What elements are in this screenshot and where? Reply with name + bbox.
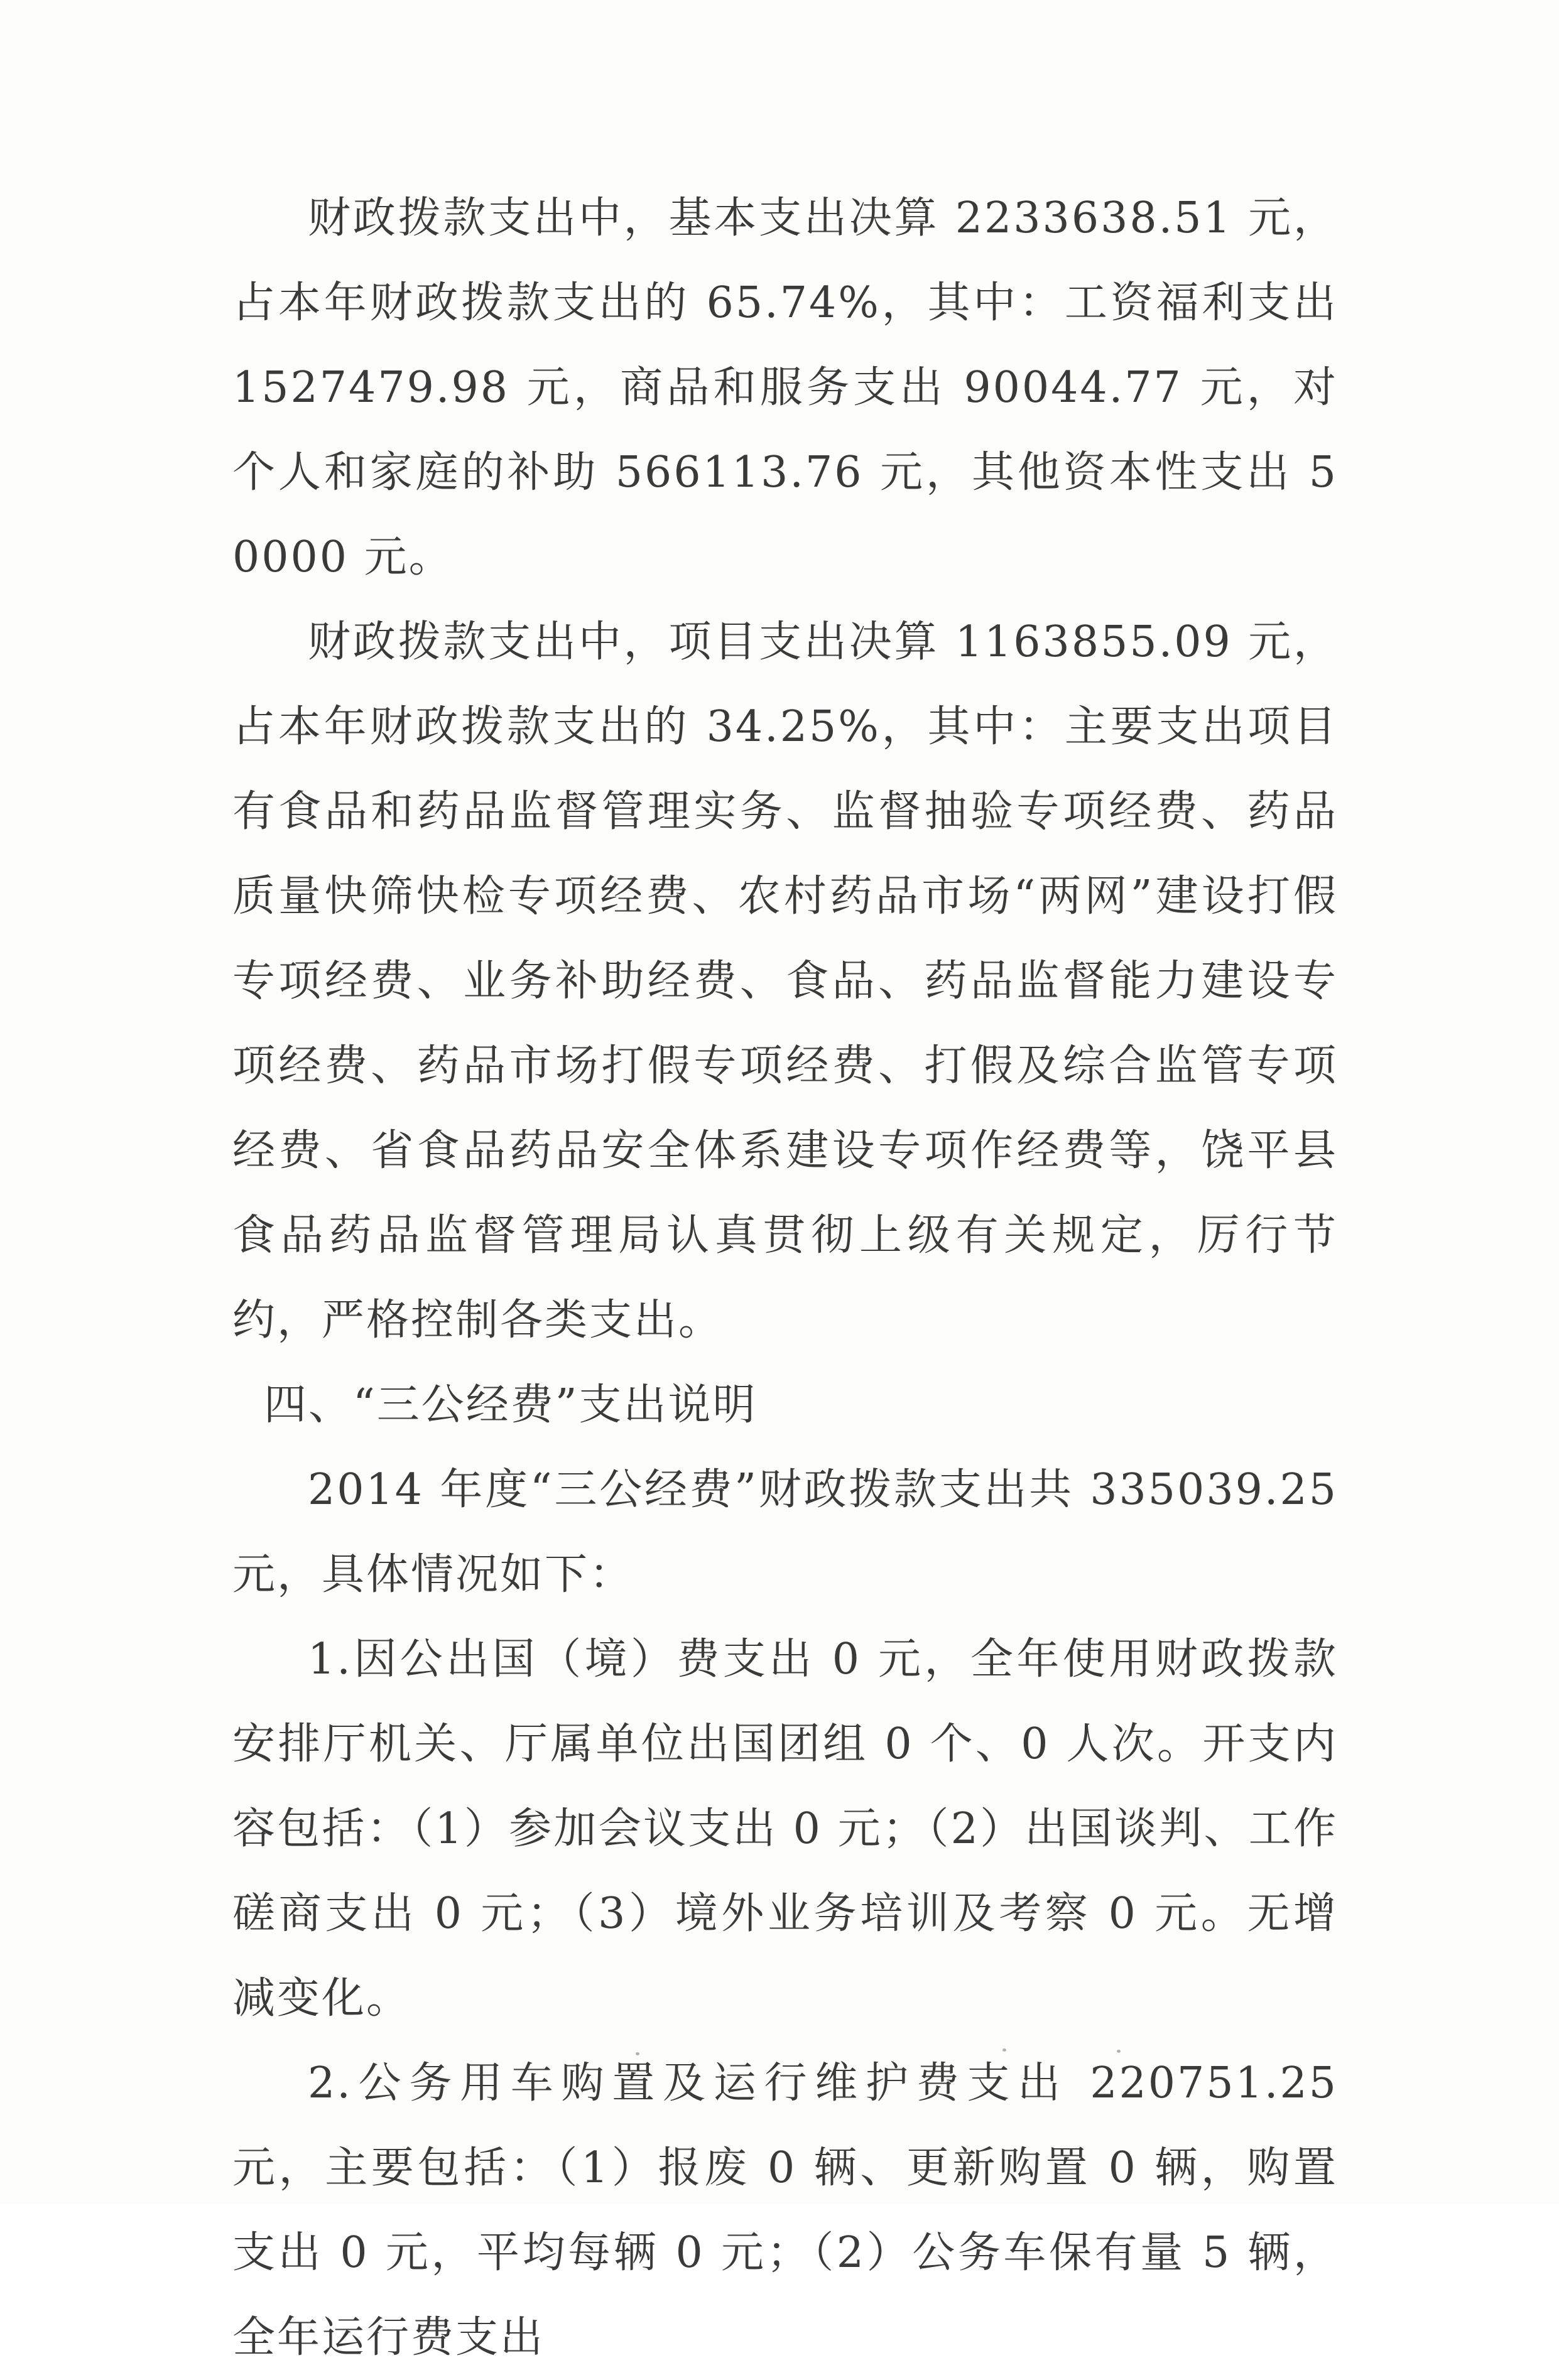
scan-artifact-dot — [1117, 2050, 1121, 2053]
scan-artifact-dot — [1002, 2048, 1006, 2052]
paragraph-basic-expenditure: 财政拨款支出中，基本支出决算 2233638.51 元，占本年财政拨款支出的 65.74%，其中：工资福利支出 1527479.98 元，商品和服务支出 90044.77 元，对个人和家庭的补助 566113.76 元，其他资本性支出 50000 元。 — [232, 193, 1338, 582]
paragraph-three-public-total: 2014 年度“三公经费”财政拨款支出共 335039.25 元，具体情况如下： — [232, 1465, 1338, 1599]
paragraph-project-expenditure: 财政拨款支出中，项目支出决算 1163855.09 元，占本年财政拨款支出的 34.25%，其中：主要支出项目有食品和药品监督管理实务、监督抽验专项经费、药品质量快筛快检专项经费、农村药品市场“两网”建设打假专项经费、业务补助经费、食品、药品监督能力建设专项经费、药品市场打假专项经费、打假及综合监管专项经费、省食品药品安全体系建设专项作经费等，饶平县食品药品监督管理局认真贯彻上级有关规定，厉行节约，严格控制各类支出。 — [232, 617, 1338, 1345]
body-text — [232, 176, 1338, 2380]
scan-artifact-dot — [636, 2052, 639, 2055]
paragraph-overseas-travel: 1.因公出国（境）费支出 0 元，全年使用财政拨款安排厅机关、厅属单位出国团组 0 个、0 人次。开支内容包括：（1）参加会议支出 0 元；（2）出国谈判、工作磋商支出 0 元；（3）境外业务培训及考察 0 元。无增减变化。 — [232, 1635, 1338, 2023]
paragraph-official-vehicles: 2.公务用车购置及运行维护费支出 220751.25 元，主要包括：（1）报废 0 辆、更新购置 0 辆，购置支出 0 元，平均每辆 0 元；（2）公务车保有量 5 辆，全年运行费支出 — [232, 2058, 1338, 2362]
section-heading-three-public-expenses: 四、“三公经费”支出说明 — [264, 1380, 758, 1430]
